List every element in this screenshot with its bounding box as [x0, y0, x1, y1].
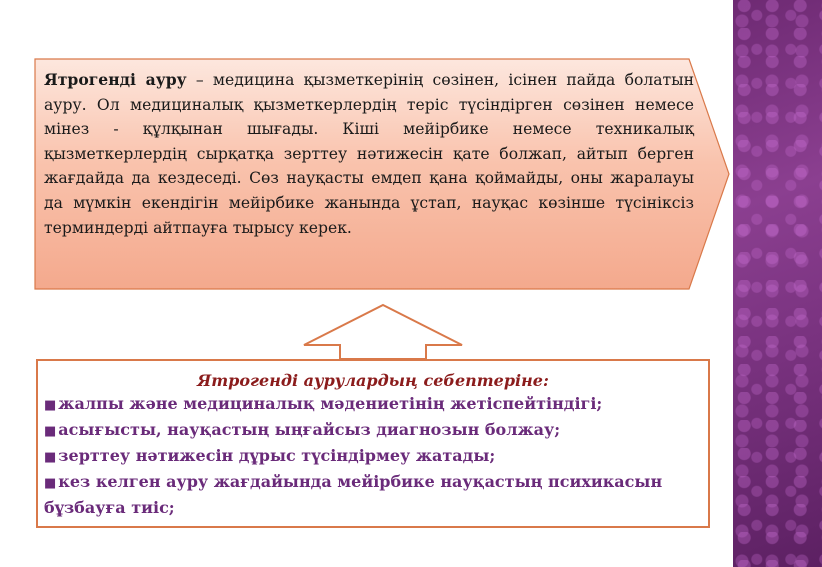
causes-list	[44, 392, 708, 520]
causes-box	[36, 359, 710, 528]
decorative-side-bar	[733, 0, 822, 567]
list-item-text: кез келген ауру жағдайында мейірбике науқастың психикасын бұзбауға тиіс;	[44, 472, 663, 517]
list-item	[44, 418, 708, 444]
list-item	[44, 444, 708, 470]
causes-title: Ятрогенді аурулардың себептеріне:	[197, 371, 549, 390]
definition-text	[44, 68, 694, 240]
square-bullet-icon: ■	[44, 450, 57, 465]
definition-box	[34, 58, 731, 290]
definition-term: Ятрогенді ауру	[44, 70, 187, 89]
definition-body: – медицина қызметкерінің сөзінен, ісінен пайда болатын ауру. Ол медициналық қызметкерлердің теріс түсіндірген сөзінен немесе мінез - құлқынан шығады. Кіші мейірбике немесе техникалық қызметкерлердің сырқатқа зерттеу нәтижесін қате болжап, айтып берген жағдайда да кездеседі. Сөз науқасты емдеп қана қоймайды, оны жаралауы да мүмкін екендігін мейірбике жанында ұстап, науқас көзінше түсініксіз терминдерді айтпауға тырысу керек.	[44, 71, 694, 237]
list-item	[44, 392, 708, 418]
list-item-text: зерттеу нәтижесін дұрыс түсіндірмеу жатады;	[58, 446, 496, 465]
arrow-up-icon	[300, 303, 466, 361]
list-item-text: жалпы және медициналық мәдениетінің жетіспейтіндігі;	[58, 394, 603, 413]
square-bullet-icon: ■	[44, 424, 57, 439]
list-item-text: асығысты, науқастың ыңғайсыз диагнозын болжау;	[58, 420, 561, 439]
square-bullet-icon: ■	[44, 398, 57, 413]
list-item	[44, 470, 708, 520]
square-bullet-icon: ■	[44, 476, 57, 491]
